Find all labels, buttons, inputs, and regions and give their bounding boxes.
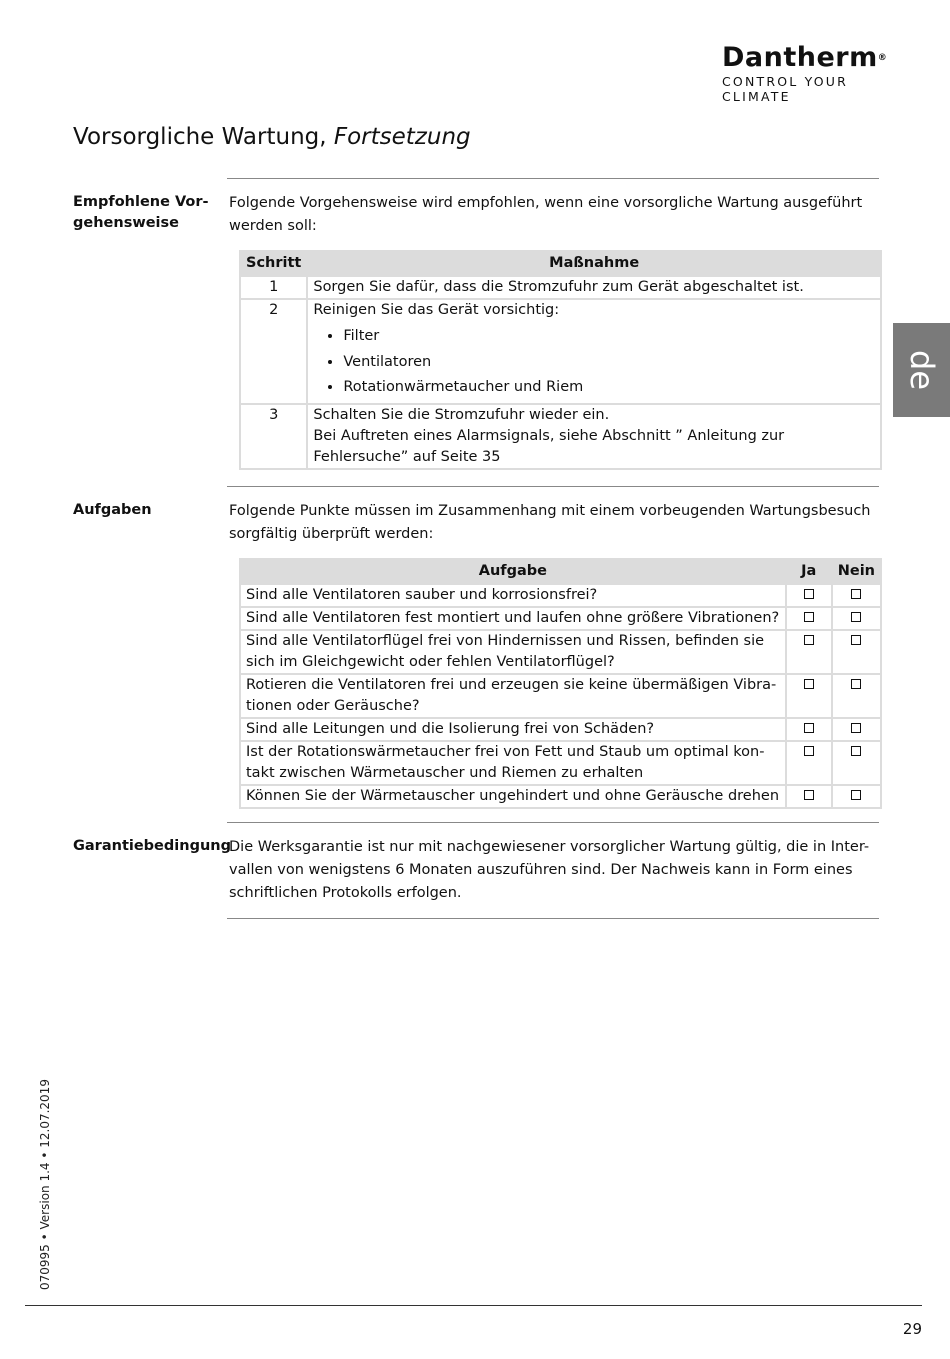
table-row: Sind alle Ventilatoren fest montiert und laufen ohne größere Vibrationen? — [240, 607, 881, 630]
checkbox-no[interactable] — [851, 612, 861, 622]
checkbox-no[interactable] — [851, 589, 861, 599]
table-row: Können Sie der Wärmetauscher ungehindert und ohne Geräusche drehen — [240, 785, 881, 808]
checkbox-no[interactable] — [851, 746, 861, 756]
section-label-warranty: Garantiebedingung — [73, 838, 231, 854]
list-item: • Rotationwärmetaucher und Riem — [343, 375, 875, 401]
footer-divider — [25, 1305, 922, 1306]
checkbox-yes[interactable] — [804, 679, 814, 689]
table-row: Ist der Rotationswärmetaucher frei von Fett und Staub um optimal kon-takt zwischen Wärmetauscher und Riemen zu erhalten — [240, 741, 881, 785]
dantherm-logo — [722, 44, 922, 104]
section-label-procedure: Empfohlene Vor- gehensweise — [73, 194, 209, 231]
checkbox-no[interactable] — [851, 723, 861, 733]
section-divider — [227, 486, 879, 487]
version-info: 070995 • Version 1.4 • 12.07.2019 — [38, 1079, 52, 1290]
section-label-tasks: Aufgaben — [73, 502, 152, 518]
language-tab: de — [893, 323, 950, 417]
table-row: Rotieren die Ventilatoren frei und erzeugen sie keine übermäßigen Vibra-tionen oder Geräusche? — [240, 674, 881, 718]
warranty-text: Die Werksgarantie ist nur mit nachgewiesener vorsorglicher Wartung gültig, die in Inter-vallen von wenigstens 6 Monaten auszuführen sind. Der Nachweis kann in Form eines schriftlichen Protokolls erfolgen. — [229, 839, 870, 901]
checkbox-yes[interactable] — [804, 746, 814, 756]
brand-tagline: CONTROL YOUR CLIMATE — [722, 74, 849, 104]
column-header-step: Schritt — [240, 251, 307, 276]
tasks-intro: Folgende Punkte müssen im Zusammenhang mit einem vorbeugenden Wartungsbesuch sorgfältig überprüft werden: — [229, 503, 871, 542]
list-item: • Ventilatoren — [343, 350, 875, 376]
column-header-yes: Ja — [786, 559, 832, 584]
column-header-action: Maßnahme — [307, 251, 881, 276]
page-title: Vorsorgliche Wartung, Fortsetzung — [73, 124, 471, 150]
table-row: Sind alle Ventilatorflügel frei von Hindernissen und Rissen, befinden sie sich im Gleichgewicht oder fehlen Ventilatorflügel? — [240, 630, 881, 674]
cleaning-list — [313, 324, 875, 401]
section-divider — [227, 918, 879, 919]
section-divider — [227, 822, 879, 823]
procedure-table — [239, 250, 882, 470]
brand-name: Dantherm® — [722, 42, 888, 73]
checkbox-yes[interactable] — [804, 635, 814, 645]
table-row: Sind alle Ventilatoren sauber und korrosionsfrei? — [240, 584, 881, 607]
table-row: 1 Sorgen Sie dafür, dass die Stromzufuhr zum Gerät abgeschaltet ist. — [240, 276, 881, 299]
checkbox-yes[interactable] — [804, 790, 814, 800]
page-number: 29 — [902, 1320, 922, 1338]
table-row: 3 Schalten Sie die Stromzufuhr wieder ein. Bei Auftreten eines Alarmsignals, siehe Abschnitt ” Anleitung zur Fehlersuche” auf Seite 35 — [240, 404, 881, 469]
procedure-intro: Folgende Vorgehensweise wird empfohlen, wenn eine vorsorgliche Wartung ausgeführt werden soll: — [229, 195, 863, 234]
checkbox-no[interactable] — [851, 790, 861, 800]
list-item: • Filter — [343, 324, 875, 350]
column-header-task: Aufgabe — [240, 559, 786, 584]
column-header-no: Nein — [832, 559, 881, 584]
section-divider — [227, 178, 879, 179]
checkbox-yes[interactable] — [804, 723, 814, 733]
tasks-table — [239, 558, 882, 809]
table-row: 2 Reinigen Sie das Gerät vorsichtig: • Filter • Ventilatoren • Rotationwärmetaucher und Riem — [240, 299, 881, 404]
checkbox-no[interactable] — [851, 679, 861, 689]
checkbox-no[interactable] — [851, 635, 861, 645]
checkbox-yes[interactable] — [804, 612, 814, 622]
checkbox-yes[interactable] — [804, 589, 814, 599]
table-row: Sind alle Leitungen und die Isolierung frei von Schäden? — [240, 718, 881, 741]
